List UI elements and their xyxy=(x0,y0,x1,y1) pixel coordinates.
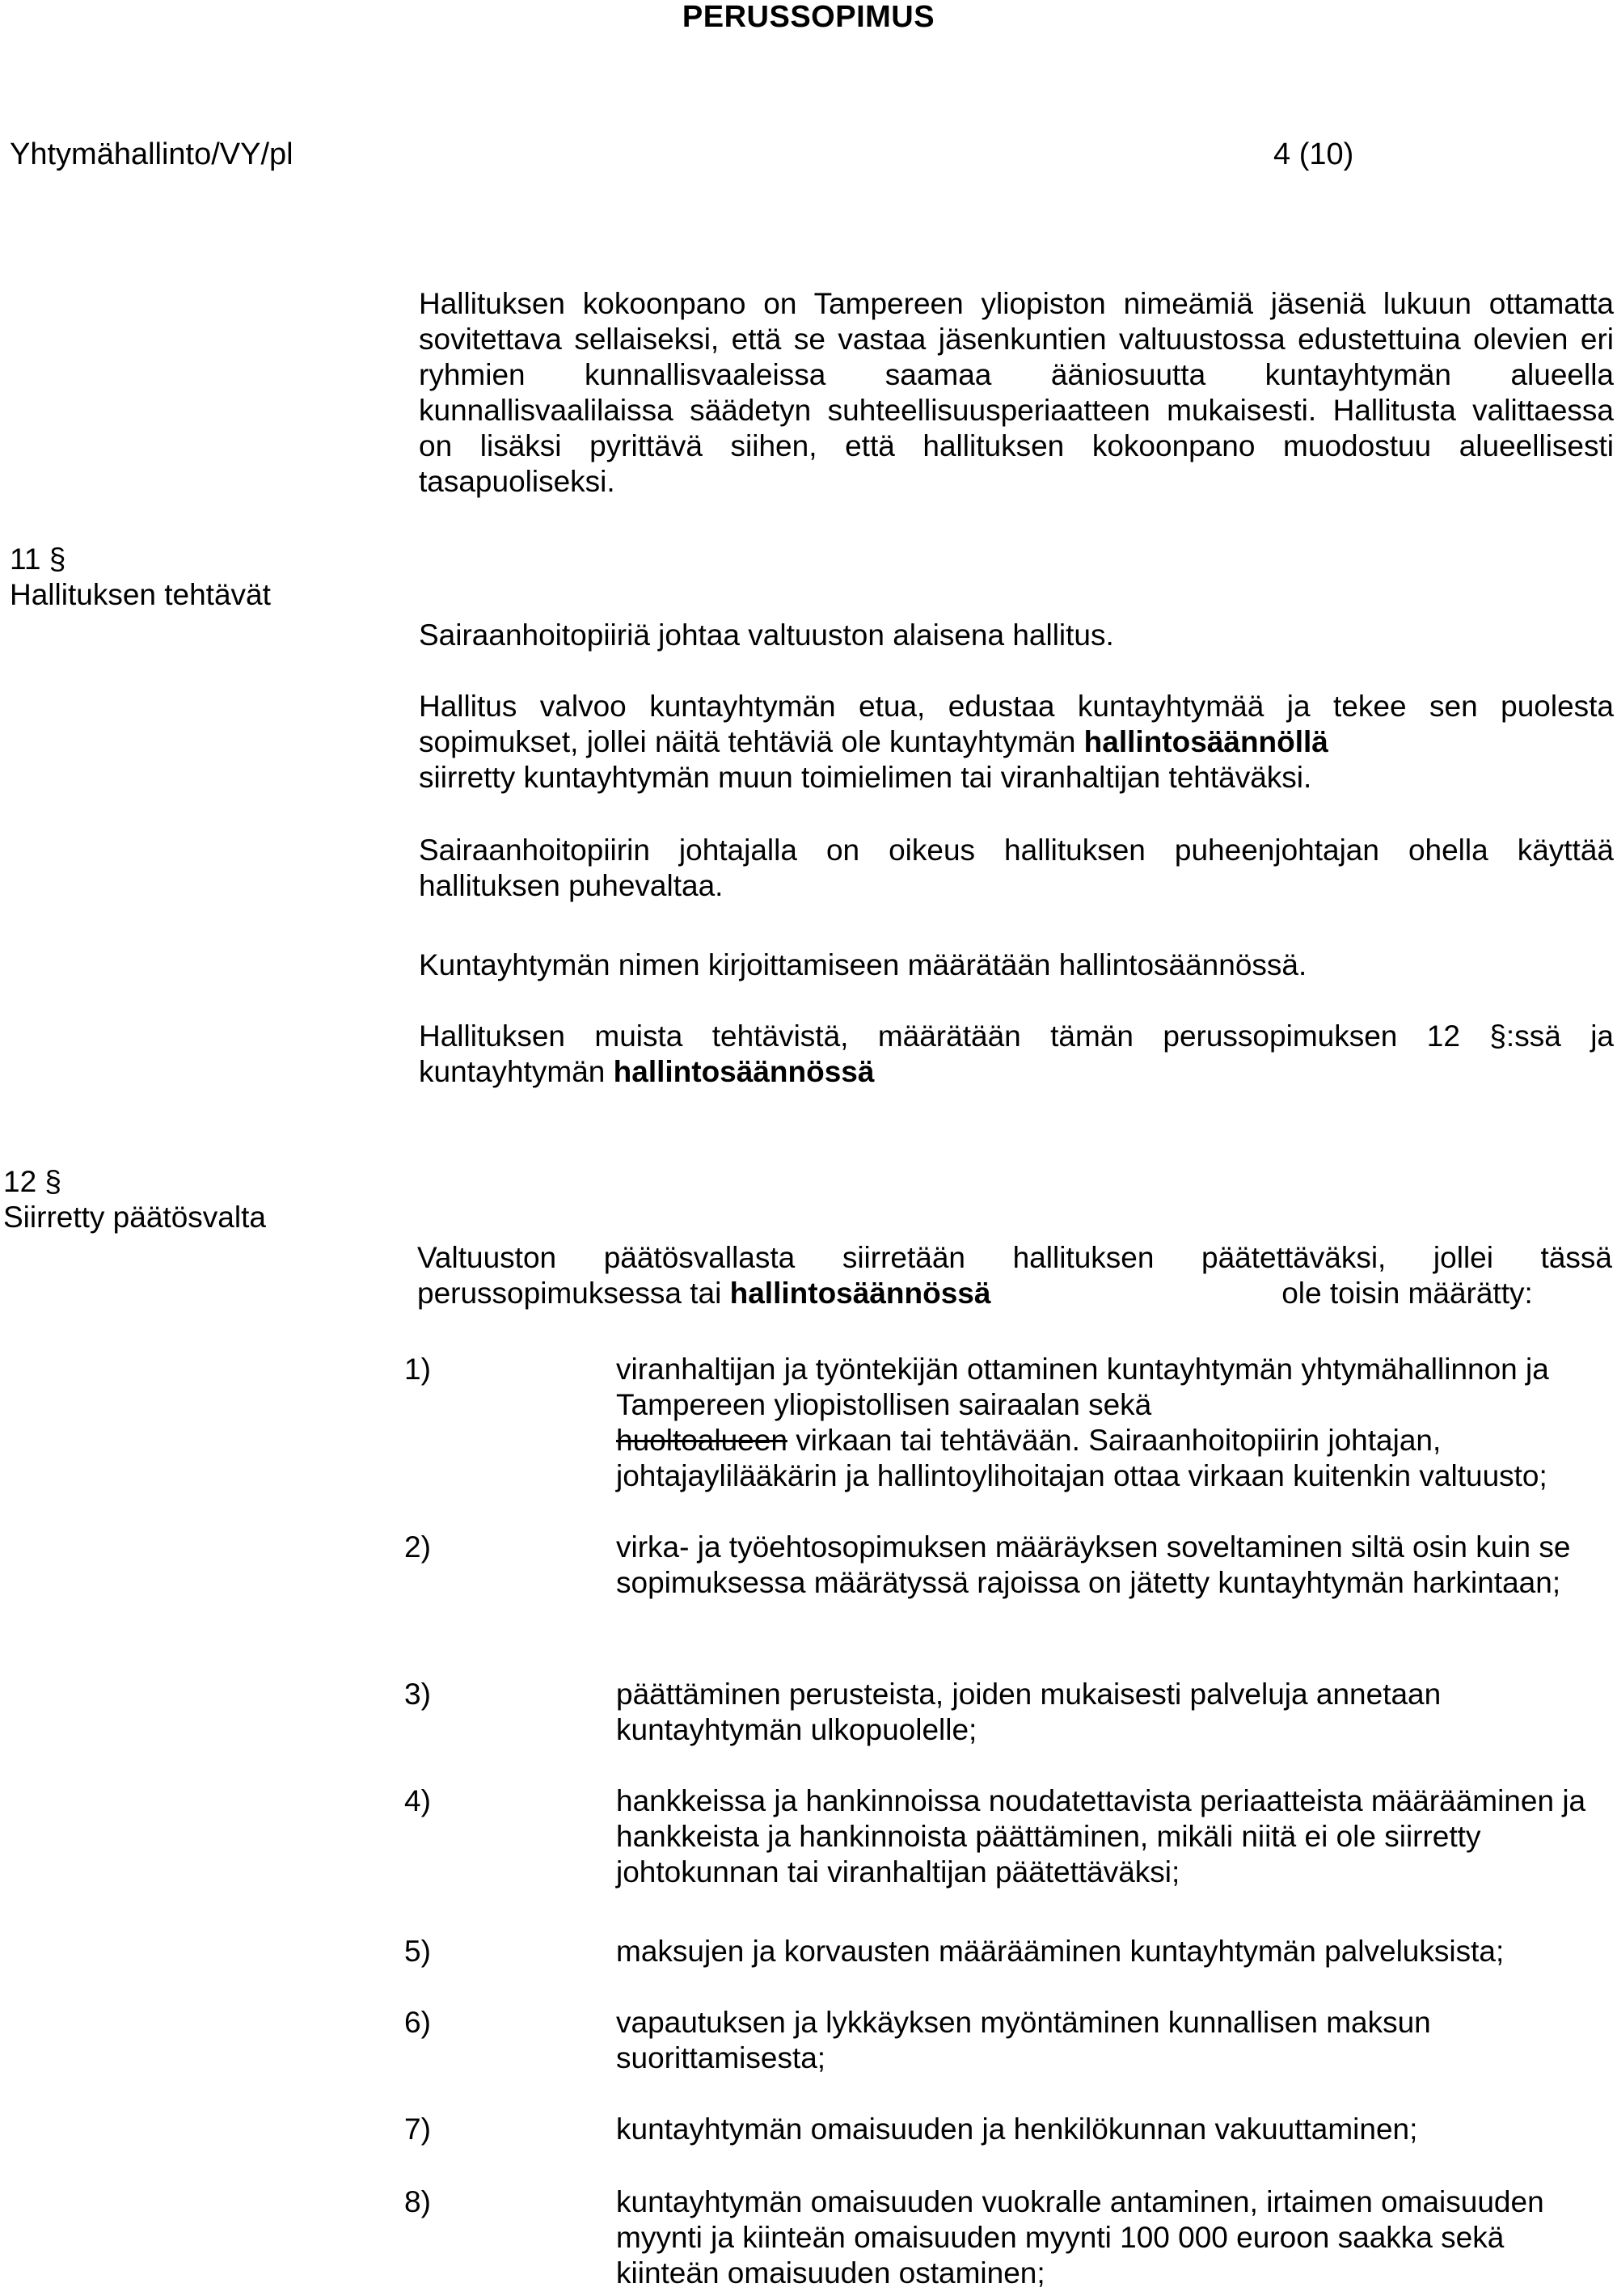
list-item: virka- ja työehtosopimuksen määräyksen soveltaminen siltä osin kuin se sopimuksessa määrätyssä rajoissa on jätetty kuntayhtymän harkintaan; xyxy=(616,1530,1571,1599)
list-item: vapautuksen ja lykkäyksen myöntäminen kunnallisen maksun suorittamisesta; xyxy=(616,2006,1431,2074)
struck-text: huoltoalueen xyxy=(616,1424,787,1457)
list-item-number: 6) xyxy=(404,2006,431,2039)
section-11-paragraph-3: Sairaanhoitopiirin johtajalla on oikeus hallituksen puheenjohtajan ohella käyttää hallituksen puhevaltaa. xyxy=(419,834,1614,902)
section-11-paragraph-5 xyxy=(419,1019,1614,1090)
list-item-number: 1) xyxy=(404,1353,431,1386)
list-item-number: 3) xyxy=(404,1678,431,1711)
list-item-text: viranhaltijan ja työntekijän ottaminen kuntayhtymän yhtymähallinnon ja Tampereen yliopistollisen sairaalan sekä xyxy=(616,1353,1549,1421)
section-11-p2-text-end: siirretty kuntayhtymän muun toimielimen tai viranhaltijan tehtäväksi. xyxy=(419,761,1312,794)
section-12-intro xyxy=(417,1240,1612,1311)
section-12-intro-text-end: ole toisin määrätty: xyxy=(1281,1277,1533,1310)
section-12-intro-bold: hallintosäännössä xyxy=(729,1277,991,1310)
list-item: kuntayhtymän omaisuuden vuokralle antaminen, irtaimen omaisuuden myynti ja kiinteän omaisuuden myynti 100 000 euroon saakka sekä kiinteän omaisuuden ostaminen; xyxy=(616,2185,1544,2290)
list-item: päättäminen perusteista, joiden mukaisesti palveluja annetaan kuntayhtymän ulkopuolelle; xyxy=(616,1678,1442,1746)
list-item-number: 7) xyxy=(404,2112,431,2146)
page-number: 4 (10) xyxy=(1273,137,1354,171)
document-title: PERUSSOPIMUS xyxy=(682,0,935,34)
list-item-number: 8) xyxy=(404,2185,431,2218)
section-12-title: Siirretty päätösvalta xyxy=(3,1201,266,1234)
list-item: kuntayhtymän omaisuuden ja henkilökunnan vakuuttaminen; xyxy=(616,2112,1418,2146)
list-item-number: 2) xyxy=(404,1530,431,1564)
section-11-p2-text: Hallitus valvoo kuntayhtymän etua, edustaa kuntayhtymää ja tekee sen puolesta sopimukset, jollei näitä tehtäviä ole kuntayhtymän xyxy=(419,690,1614,758)
section-12-number: 12 § xyxy=(3,1165,62,1198)
section-11-p5-bold: hallintosäännössä xyxy=(613,1055,875,1088)
section-11-p2-bold: hallintosäännöllä xyxy=(1083,725,1328,758)
list-item xyxy=(616,1352,1614,1494)
section-11-number: 11 § xyxy=(10,542,66,576)
section-11-paragraph-2 xyxy=(419,689,1614,796)
board-composition-paragraph: Hallituksen kokoonpano on Tampereen yliopiston nimeämiä jäseniä lukuun ottamatta sovitettava sellaiseksi, että se vastaa jäsenkuntien valtuustossa edustettuina olevien eri ryhmien kunnallisvaaleissa saamaa ääniosuutta kuntayhtymän alueella kunnallisvaalilaissa säädetyn suhteellisuusperiaatteen mukaisesti. Hallitusta valittaessa on lisäksi pyrittävä siihen, että hallituksen kokoonpano muodostuu alueellisesti tasapuoliseksi. xyxy=(419,287,1614,498)
list-item: maksujen ja korvausten määrääminen kuntayhtymän palveluksista; xyxy=(616,1935,1505,1968)
list-item-text-cont: virkaan tai tehtävään. Sairaanhoitopiirin johtajan, johtajaylilääkärin ja hallintoylihoitajan ottaa virkaan kuitenkin valtuusto; xyxy=(616,1424,1547,1492)
list-item: hankkeissa ja hankinnoissa noudatettavista periaatteista määrääminen ja hankkeista ja hankinnoista päättäminen, mikäli niitä ei ole siirretty johtokunnan tai viranhaltijan päätettäväksi; xyxy=(616,1784,1586,1889)
list-item-number: 4) xyxy=(404,1784,431,1817)
section-11-p5-text: Hallituksen muista tehtävistä, määrätään tämän perussopimuksen 12 §:ssä ja kuntayhtymän xyxy=(419,1019,1614,1088)
section-11-paragraph-4: Kuntayhtymän nimen kirjoittamiseen määrätään hallintosäännössä. xyxy=(419,948,1307,981)
section-11-paragraph-1: Sairaanhoitopiiriä johtaa valtuuston alaisena hallitus. xyxy=(419,618,1114,652)
list-item-number: 5) xyxy=(404,1935,431,1968)
document-reference: Yhtymähallinto/VY/pl xyxy=(10,137,293,171)
section-11-title: Hallituksen tehtävät xyxy=(10,578,271,611)
section-12-intro-text: Valtuuston päätösvallasta siirretään hallituksen päätettäväksi, jollei tässä perussopimuksessa tai xyxy=(417,1241,1612,1310)
